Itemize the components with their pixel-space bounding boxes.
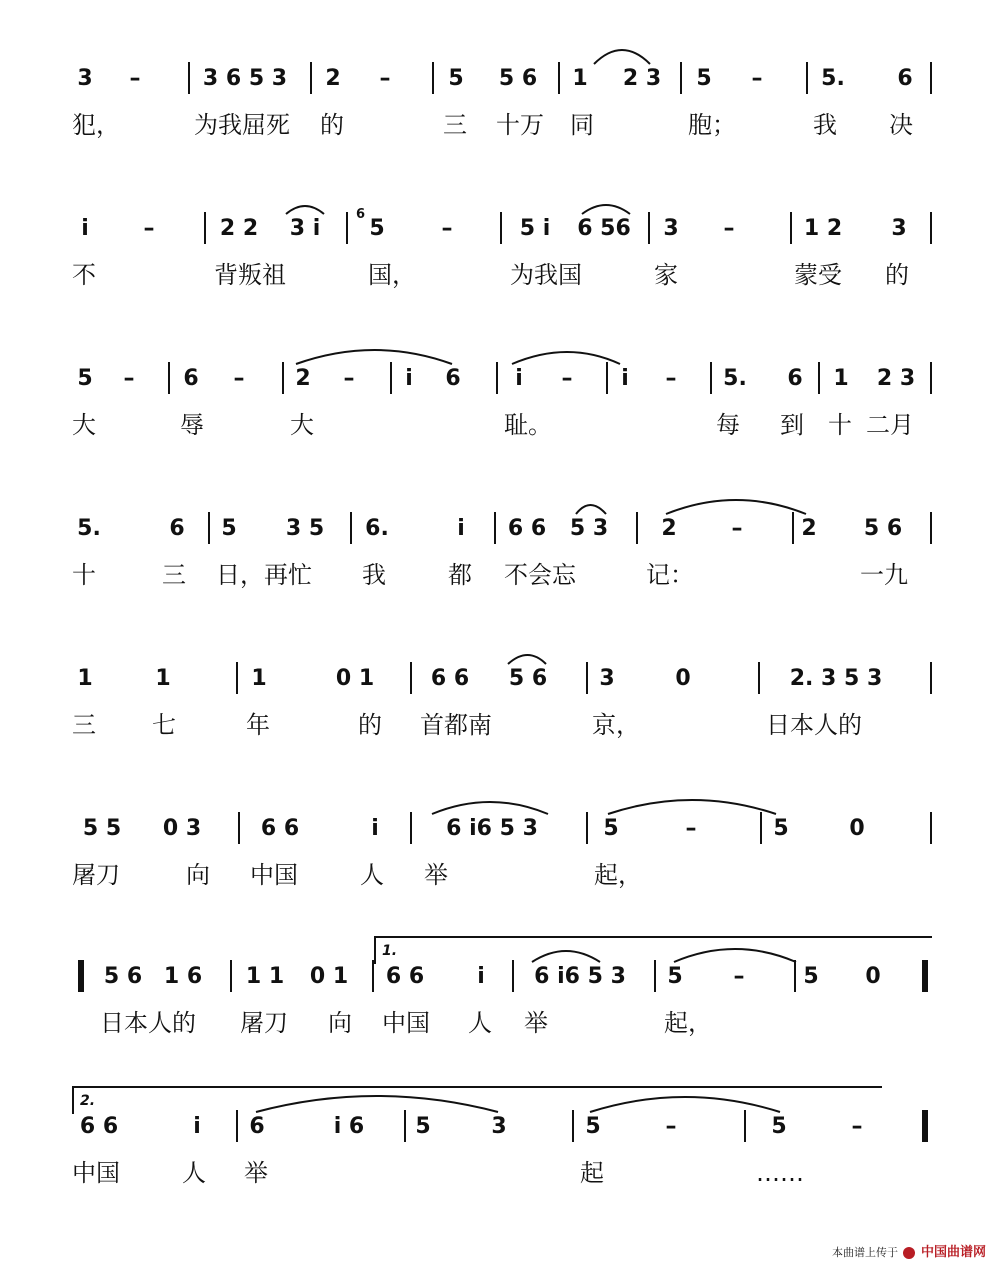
note: 5: [415, 1114, 431, 1139]
lyric: 每: [716, 411, 740, 439]
lyric: 同: [570, 111, 594, 139]
note: 5: [221, 516, 237, 541]
barline: [558, 62, 560, 94]
note: 5: [771, 1114, 787, 1139]
score-row-4: [0, 516, 1000, 666]
note: i: [457, 516, 465, 541]
score-row-3: [0, 366, 1000, 516]
note: i: [405, 366, 413, 391]
lyric: 人: [360, 861, 384, 889]
lyrics-line: [0, 1158, 1000, 1198]
lyric: 辱: [180, 411, 204, 439]
barline: [310, 62, 312, 94]
note: 2: [801, 516, 817, 541]
note: 5: [77, 366, 93, 391]
note: –: [851, 1114, 863, 1139]
lyric: 决: [889, 111, 913, 139]
note: 3: [891, 216, 907, 241]
note: 6: [169, 516, 185, 541]
note: 0: [865, 964, 881, 989]
barline: [792, 512, 794, 544]
note: 5: [448, 66, 464, 91]
note-group: 3 i: [289, 216, 321, 241]
barline: [208, 512, 210, 544]
lyric: 起，: [664, 1009, 712, 1037]
lyric: 人: [468, 1009, 492, 1037]
note: 5.: [723, 366, 747, 391]
barline: [648, 212, 650, 244]
barline: [586, 662, 588, 694]
lyric: 屠刀: [240, 1009, 288, 1037]
note: i: [621, 366, 629, 391]
lyric: 的: [885, 261, 909, 289]
volta-label: 2.: [80, 1093, 96, 1109]
barline: [930, 512, 932, 544]
note-group: 2 2: [219, 216, 259, 241]
notes-line: [0, 1114, 1000, 1154]
barline: [346, 212, 348, 244]
lyric: 日本人的: [766, 711, 862, 739]
lyric: 中国: [250, 861, 298, 889]
barline: [404, 1110, 406, 1142]
note: 3: [663, 216, 679, 241]
barline: [410, 812, 412, 844]
notes-line: [0, 207, 1000, 256]
note: 1: [251, 666, 267, 691]
note-group: 6 6: [430, 666, 470, 691]
volta-label: 1.: [382, 943, 398, 959]
lyric: 举: [524, 1009, 548, 1037]
note: 5: [803, 964, 819, 989]
note: –: [665, 366, 677, 391]
lyric: 蒙受: [794, 261, 842, 289]
note: 5: [603, 816, 619, 841]
note: –: [685, 816, 697, 841]
note: –: [751, 66, 763, 91]
lyrics-line: [0, 560, 1000, 600]
repeat-start-barline: [78, 960, 84, 992]
note-group: 6 i6 5 3: [534, 964, 626, 989]
note: 6: [445, 366, 461, 391]
note: 5: [667, 964, 683, 989]
barline: [236, 662, 238, 694]
note: 5.: [77, 516, 101, 541]
lyric: 背叛祖: [214, 261, 286, 289]
score-row-1: [0, 66, 1000, 216]
notes-line: [0, 964, 1000, 1004]
lyric: 屠刀: [72, 861, 120, 889]
barline: [586, 812, 588, 844]
lyric: 十: [72, 561, 96, 589]
barline: [410, 662, 412, 694]
lyrics-line: [0, 1008, 1000, 1048]
barline: [236, 1110, 238, 1142]
volta-second-ending: [72, 1086, 882, 1114]
barline: [654, 960, 656, 992]
note-group: 0 1: [309, 964, 349, 989]
note: –: [731, 516, 743, 541]
note-group: i 6: [333, 1114, 365, 1139]
note-group: 1 6: [163, 964, 203, 989]
note: i: [477, 964, 485, 989]
note: –: [143, 216, 155, 241]
lyric: 胞；: [688, 111, 736, 139]
footer-watermark: [832, 1241, 986, 1260]
note: 6: [183, 366, 199, 391]
note: 1: [572, 66, 588, 91]
note-group: 6 i6 5 3: [446, 816, 538, 841]
note-group: 5 i: [519, 216, 551, 241]
lyric: 七: [152, 711, 176, 739]
note: 6: [897, 66, 913, 91]
lyric: 我: [362, 561, 386, 589]
lyric: 三: [443, 111, 467, 139]
barline: [204, 212, 206, 244]
barline: [372, 960, 374, 992]
lyric: 举: [244, 1159, 268, 1187]
repeat-end-barline: [922, 960, 928, 992]
grace-note: 6: [356, 207, 366, 222]
note-group: 0 3: [162, 816, 202, 841]
note: 0: [675, 666, 691, 691]
note-group: 2. 3 5 3: [789, 666, 883, 691]
lyric: 家: [654, 261, 678, 289]
note: 2: [661, 516, 677, 541]
lyric: 京，: [592, 711, 640, 739]
barline: [606, 362, 608, 394]
score-row-5: [0, 666, 1000, 816]
lyrics-line: [0, 410, 1000, 450]
barline: [350, 512, 352, 544]
lyric: 中国: [72, 1159, 120, 1187]
notes-line: [0, 66, 1000, 106]
notes-line: [0, 816, 1000, 856]
note: 3: [599, 666, 615, 691]
barline: [500, 212, 502, 244]
slur: [594, 50, 650, 64]
barline: [230, 960, 232, 992]
lyric: 十万: [496, 111, 544, 139]
note: –: [441, 216, 453, 241]
note-group: 5 3: [569, 516, 609, 541]
note-group: 3 5: [285, 516, 325, 541]
note: 5.: [821, 66, 845, 91]
barline: [790, 212, 792, 244]
lyrics-line: [0, 860, 1000, 900]
note: 6: [787, 366, 803, 391]
lyric: 为我屈死: [194, 111, 290, 139]
note-group: 6 6: [507, 516, 547, 541]
lyric: 都: [448, 561, 472, 589]
note: 3: [77, 66, 93, 91]
note: –: [123, 366, 135, 391]
lyrics-line: [0, 260, 1000, 300]
note: –: [233, 366, 245, 391]
volta-first-ending: [374, 936, 932, 964]
note: –: [723, 216, 735, 241]
lyric: 人: [182, 1159, 206, 1187]
note-group: 5 6: [863, 516, 903, 541]
lyric: 到: [780, 411, 804, 439]
barline: [496, 362, 498, 394]
note: 5: [773, 816, 789, 841]
barline: [494, 512, 496, 544]
final-barline: [922, 1110, 928, 1142]
lyrics-line: [0, 110, 1000, 150]
lyrics-line: [0, 710, 1000, 750]
lyric: 日，再忙: [216, 561, 312, 589]
score-row-2: [0, 207, 1000, 366]
note-group: 6 6: [385, 964, 425, 989]
footer-prefix: 本曲谱上传于: [831, 1246, 898, 1259]
note-group: 5 6: [508, 666, 548, 691]
lyric: 中国: [382, 1009, 430, 1037]
barline: [818, 362, 820, 394]
barline: [760, 812, 762, 844]
note: 6.: [365, 516, 389, 541]
note-group: 3 6 5 3: [202, 66, 288, 91]
notes-line: [0, 516, 1000, 556]
note: 0: [849, 816, 865, 841]
note-group: 0 1: [335, 666, 375, 691]
lyric: 犯，: [72, 111, 120, 139]
note: i: [81, 216, 89, 241]
barline: [512, 960, 514, 992]
note-group: 6 56: [577, 216, 631, 241]
lyric: 十: [828, 411, 852, 439]
note-group: 1 1: [245, 964, 285, 989]
barline: [758, 662, 760, 694]
note: 5: [585, 1114, 601, 1139]
barline: [794, 960, 796, 992]
barline: [930, 62, 932, 94]
note: i: [193, 1114, 201, 1139]
note: i: [515, 366, 523, 391]
barline: [930, 662, 932, 694]
note-group: 6 6: [79, 1114, 119, 1139]
barline: [930, 812, 932, 844]
lyric: 举: [424, 861, 448, 889]
note: 5: [369, 216, 385, 241]
lyric: 三: [162, 561, 186, 589]
lyric: 向: [186, 861, 210, 889]
barline: [282, 362, 284, 394]
lyric: ……: [756, 1159, 804, 1187]
lyric: 首都南: [420, 711, 492, 739]
lyric: 耻。: [504, 411, 552, 439]
barline: [636, 512, 638, 544]
lyric: 起: [580, 1159, 604, 1187]
note-group: 1 2: [803, 216, 843, 241]
lyric: 的: [358, 711, 382, 739]
lyric: 记：: [646, 561, 694, 589]
note: 2: [295, 366, 311, 391]
note: –: [665, 1114, 677, 1139]
lyric: 国，: [368, 261, 416, 289]
lyric: 大: [290, 411, 314, 439]
barline: [238, 812, 240, 844]
note: 1: [77, 666, 93, 691]
barline: [680, 62, 682, 94]
barline: [168, 362, 170, 394]
lyric: 大: [72, 411, 96, 439]
site-logo-text: 中国曲谱网: [920, 1245, 986, 1260]
lyric: 三: [72, 711, 96, 739]
barline: [188, 62, 190, 94]
barline: [572, 1110, 574, 1142]
note: 1: [155, 666, 171, 691]
note: –: [379, 66, 391, 91]
note-group: 6 6: [260, 816, 300, 841]
note: i: [371, 816, 379, 841]
note: 2: [325, 66, 341, 91]
lyric: 不: [72, 261, 96, 289]
lyric: 我: [813, 111, 837, 139]
barline: [930, 212, 932, 244]
note-group: 2 3: [622, 66, 662, 91]
barline: [710, 362, 712, 394]
lyric: 年: [246, 711, 270, 739]
notes-line: [0, 366, 1000, 406]
barline: [744, 1110, 746, 1142]
notes-line: [0, 666, 1000, 706]
lyric: 起，: [594, 861, 642, 889]
barline: [432, 62, 434, 94]
lyric: 向: [328, 1009, 352, 1037]
note: –: [129, 66, 141, 91]
lyric: 日本人的: [100, 1009, 196, 1037]
note: 1: [833, 366, 849, 391]
lyric: 为我国: [510, 261, 582, 289]
barline: [930, 362, 932, 394]
lyric: 一九: [860, 561, 908, 589]
note-group: 5 6: [498, 66, 538, 91]
note: 6: [249, 1114, 265, 1139]
lyric: 二月: [866, 411, 914, 439]
note: 5: [696, 66, 712, 91]
note-group: 2 3: [876, 366, 916, 391]
note: –: [733, 964, 745, 989]
lyric: 的: [320, 111, 344, 139]
note: –: [343, 366, 355, 391]
barline: [390, 362, 392, 394]
note-group: 5 6: [103, 964, 143, 989]
note: –: [561, 366, 573, 391]
barline: [806, 62, 808, 94]
note-group: 5 5: [82, 816, 122, 841]
lyric: 不会忘: [504, 561, 576, 589]
note: 3: [491, 1114, 507, 1139]
logo-icon: [903, 1247, 915, 1259]
